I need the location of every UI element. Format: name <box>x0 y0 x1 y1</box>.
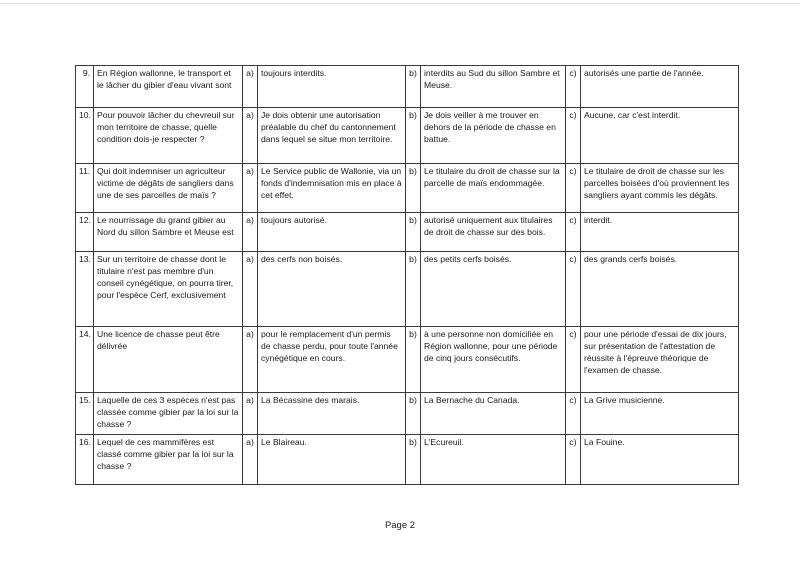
question-text: Lequel de ces mammifères est classé comme gibier par la loi sur la chasse ? <box>94 435 243 485</box>
question-text: Laquelle de ces 3 espèces n'est pas classée comme gibier par la loi sur la chasse ? <box>94 393 243 435</box>
answer-c-label: c) <box>566 213 581 252</box>
answer-c-text: interdit. <box>581 213 739 252</box>
answer-b-label: b) <box>406 108 421 164</box>
answer-b-text: Je dois veiller à me trouver en dehors de la période de chasse en battue. <box>421 108 566 164</box>
question-number: 10. <box>76 108 94 164</box>
question-row <box>76 66 739 108</box>
question-text: Une licence de chasse peut être délivrée <box>94 327 243 393</box>
questions-table <box>75 65 739 485</box>
question-row <box>76 108 739 164</box>
answer-c-label: c) <box>566 327 581 393</box>
answer-a-text: toujours interdits. <box>258 66 406 108</box>
question-row <box>76 435 739 485</box>
answer-a-label: a) <box>243 393 258 435</box>
answer-c-text: Le titulaire de droit de chasse sur les parcelles boisées d'où proviennent les sangliers ayant commis les dégâts. <box>581 164 739 213</box>
answer-b-text: interdits au Sud du sillon Sambre et Meuse. <box>421 66 566 108</box>
answer-b-text: à une personne non domiciliée en Région wallonne, pour une période de cinq jours consécutifs. <box>421 327 566 393</box>
answer-b-label: b) <box>406 66 421 108</box>
question-row <box>76 164 739 213</box>
answer-a-label: a) <box>243 66 258 108</box>
answer-b-text: autorisé uniquement aux titulaires de droit de chasse sur des bois. <box>421 213 566 252</box>
question-text: Sur un territoire de chasse dont le titulaire n'est pas membre d'un conseil cynégétique, on pourra tirer, pour l'espèce Cerf, exclusivement <box>94 252 243 327</box>
answer-b-label: b) <box>406 393 421 435</box>
answer-a-label: a) <box>243 164 258 213</box>
question-number: 15. <box>76 393 94 435</box>
question-row <box>76 393 739 435</box>
answer-c-text: pour une période d'essai de dix jours, sur présentation de l'attestation de réussite à l'épreuve théorique de l'examen de chasse. <box>581 327 739 393</box>
answer-b-text: Le titulaire du droit de chasse sur la parcelle de maïs endommagée. <box>421 164 566 213</box>
answer-a-label: a) <box>243 435 258 485</box>
answer-c-text: autorisés une partie de l'année. <box>581 66 739 108</box>
answer-b-text: L'Ecureuil. <box>421 435 566 485</box>
answer-a-text: La Bécassine des marais. <box>258 393 406 435</box>
question-number: 13. <box>76 252 94 327</box>
answer-c-text: La Grive musicienne. <box>581 393 739 435</box>
answer-a-label: a) <box>243 108 258 164</box>
answer-b-label: b) <box>406 164 421 213</box>
question-number: 12. <box>76 213 94 252</box>
answer-a-text: toujours autorisé. <box>258 213 406 252</box>
questions-body <box>76 66 739 485</box>
answer-b-text: La Bernache du Canada. <box>421 393 566 435</box>
answer-b-label: b) <box>406 213 421 252</box>
answer-a-label: a) <box>243 213 258 252</box>
question-text: Pour pouvoir lâcher du chevreuil sur mon territoire de chasse, quelle condition dois-je respecter ? <box>94 108 243 164</box>
answer-b-label: b) <box>406 327 421 393</box>
answer-b-label: b) <box>406 252 421 327</box>
answer-a-text: Je dois obtenir une autorisation préalable du chef du cantonnement dans lequel se situe mon territoire. <box>258 108 406 164</box>
question-row <box>76 327 739 393</box>
answer-a-text: des cerfs non boisés. <box>258 252 406 327</box>
answer-c-label: c) <box>566 164 581 213</box>
answer-c-text: des grands cerfs boisés. <box>581 252 739 327</box>
answer-c-label: c) <box>566 252 581 327</box>
question-text: Qui doit indemniser un agriculteur victime de dégâts de sangliers dans une de ses parcelles de maïs ? <box>94 164 243 213</box>
question-text: Le nourrissage du grand gibier au Nord du sillon Sambre et Meuse est <box>94 213 243 252</box>
answer-c-text: Aucune, car c'est interdit. <box>581 108 739 164</box>
question-number: 16. <box>76 435 94 485</box>
answer-c-text: La Fouine. <box>581 435 739 485</box>
question-row <box>76 213 739 252</box>
answer-c-label: c) <box>566 66 581 108</box>
answer-c-label: c) <box>566 393 581 435</box>
question-number: 9. <box>76 66 94 108</box>
top-border-line <box>0 3 800 4</box>
question-row <box>76 252 739 327</box>
answer-a-text: Le Blaireau. <box>258 435 406 485</box>
answer-a-label: a) <box>243 327 258 393</box>
answer-c-label: c) <box>566 435 581 485</box>
page-number: Page 2 <box>384 520 416 531</box>
question-number: 14. <box>76 327 94 393</box>
answer-a-text: pour le remplacement d'un permis de chasse perdu, pour toute l'année cynégétique en cours. <box>258 327 406 393</box>
answer-b-label: b) <box>406 435 421 485</box>
answer-c-label: c) <box>566 108 581 164</box>
answer-b-text: des petits cerfs boisés. <box>421 252 566 327</box>
answer-a-text: Le Service public de Wallonie, via un fonds d'indemnisation mis en place à cet effet. <box>258 164 406 213</box>
answer-a-label: a) <box>243 252 258 327</box>
question-number: 11. <box>76 164 94 213</box>
question-text: En Région wallonne, le transport et le lâcher du gibier d'eau vivant sont <box>94 66 243 108</box>
